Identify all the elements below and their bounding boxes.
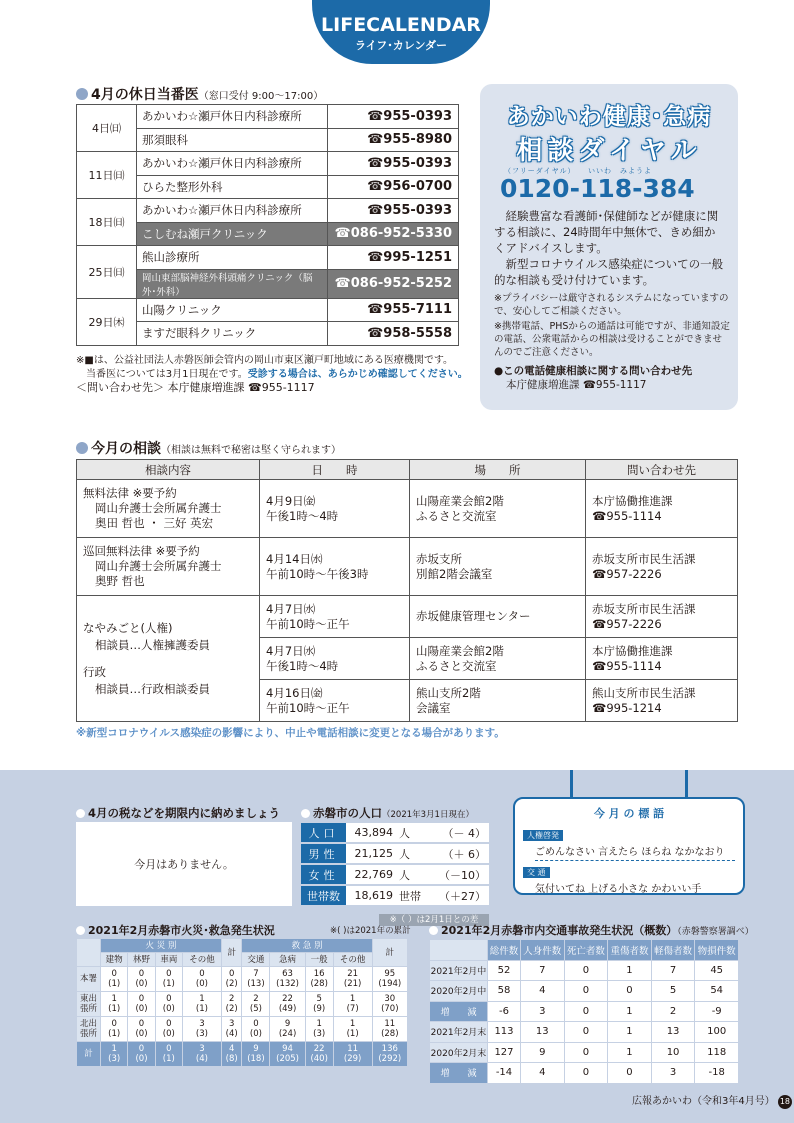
clinic-cell: こしむね瀬戸クリニック	[137, 222, 328, 246]
holiday-note-1: ※■は、公益社団法人赤磐医師会管内の岡山市東区瀬戸町地域にある医療機関です。	[76, 355, 454, 366]
clinic-cell: あかいわ☆瀬戸休日内科診療所	[137, 152, 328, 176]
fire-title: 2021年2月赤磐市火災･救急発生状況	[76, 922, 275, 938]
date-cell: 29日㈭	[77, 298, 137, 345]
clinic-cell: ひらた整形外科	[137, 175, 328, 199]
motto-text-2: 気付いてね 上げる小さな かわいい手	[535, 884, 702, 895]
table-row: 4月7日㈬ 午後1時〜4時 山陽産業会館2階 ふるさと交流室 本庁協働推進課 ☎955-1114	[77, 638, 738, 680]
bullet-icon	[76, 926, 85, 935]
consult-title: 今月の相談（相談は無料で秘密は堅く守られます）	[76, 438, 341, 458]
fire-table: 火 災 別 計 救 急 別 計 建物 林野 車両 その他 交通 急病 一般 その他 本署 0 (1) 0 (0) 0 (1) 0 (0) 0 (2) 7 (13) 63 (132) 16 (28) 21 (21) 95 (194) 東出張所 1 (1) 0 (0) 0 (0) 1 (1) 2 (2) 2 (5) 22 (49) 5 (9) 1 (7) 30 (70) 北出張所 0 (1) 0 (0) 0 (0) 3 (3) 3 (4) 0 (0) 9 (24) 1 (3) 1 (1) 11 (28) 計 1 (3) 0 (0) 0 (1) 3 (4) 4 (8) 9 (18) 94 (205) 22 (40) 11 (29) 136 (292)	[76, 938, 408, 1067]
table-row: なやみごと(人権) 相談員…人権擁護委員 行政 相談員…行政相談委員 4月7日㈬ 午前10時〜正午 赤坂健康管理センター 赤坂支所市民生活課 ☎957-2226	[77, 596, 738, 638]
tel-cell: ☎956-0700	[328, 175, 459, 199]
clinic-cell: 熊山診療所	[137, 246, 328, 270]
health-dial-box	[480, 84, 738, 410]
traffic-title: 2021年2月赤磐市内交通事故発生状況（概数）（赤磐警察署調べ）	[429, 922, 754, 938]
clinic-cell: あかいわ☆瀬戸休日内科診療所	[137, 199, 328, 223]
page-number: 18	[778, 1095, 792, 1109]
tel-cell: ☎958-5558	[328, 322, 459, 346]
date-cell: 18日㈰	[77, 199, 137, 246]
tel-cell: ☎995-1251	[328, 246, 459, 270]
dial-note-2: ※携帯電話、PHSからの通話は可能ですが、非通知設定の電話、公衆電話からの相談は受けることができませんのでご注意ください。	[494, 321, 730, 358]
bullet-icon	[76, 442, 88, 454]
dial-title-1: あかいわ健康･急病	[506, 104, 712, 130]
table-row: 2020年2月末 127 9 0 1 10 118	[430, 1042, 739, 1063]
dial-title-2: 相談ダイヤル	[516, 136, 702, 166]
population-note: ※（ ）は2月1日との差	[379, 914, 489, 926]
col-header: 問い合わせ先	[586, 460, 738, 480]
table-row: 2021年2月末 113 13 0 1 13 100	[430, 1022, 739, 1043]
table-row: 本署 0 (1) 0 (0) 0 (1) 0 (0) 0 (2) 7 (13) 63 (132) 16 (28) 21 (21) 95 (194)	[77, 967, 408, 992]
clinic-cell: ますだ眼科クリニック	[137, 322, 328, 346]
dial-number: 0120-118-384	[500, 174, 695, 203]
tax-panel	[76, 822, 292, 906]
dial-note-1: ※プライバシーは厳守されるシステムになっていますので、安心してご相談ください。	[494, 293, 729, 317]
clinic-cell: 山陽クリニック	[137, 298, 328, 322]
date-cell: 4日㈰	[77, 105, 137, 152]
bullet-icon	[76, 809, 85, 818]
holiday-note-2: 当番医については3月1日現在です。	[86, 368, 248, 380]
tel-cell: ☎086-952-5330	[328, 222, 459, 246]
footer	[632, 1092, 792, 1109]
table-row: 無料法律 ※要予約 岡山弁護士会所属弁護士 奥田 哲也 ・ 三好 英宏 4月9日㈮ 午後1時〜4時 山陽産業会館2階 ふるさと交流室 本庁協働推進課 ☎955-1114	[77, 480, 738, 538]
table-row: 2020年2月中 58 4 0 0 5 54	[430, 981, 739, 1002]
motto-title: 今 月 の 標 語	[593, 807, 665, 820]
table-row: 増 減 -14 4 0 0 3 -18	[430, 1063, 739, 1084]
table-row: 2021年2月中 52 7 0 1 7 45	[430, 960, 739, 981]
tel-cell: ☎955-0393	[328, 199, 459, 223]
clinic-cell: 岡山東部脳神経外科頭痛クリニック（脳外･外科）	[137, 269, 328, 298]
header-subtitle: ライフ･カレンダー	[354, 39, 448, 52]
clinic-cell: あかいわ☆瀬戸休日内科診療所	[137, 105, 328, 129]
tel-cell: ☎955-0393	[328, 152, 459, 176]
holiday-note	[76, 354, 476, 395]
dial-body-1: 経験豊富な看護師･保健師などが健康に関する相談に、24時間年中無休で、きめ細かくアドバイスします。	[494, 209, 719, 255]
dial-contact-title: ●この電話健康相談に関する問い合わせ先	[494, 365, 693, 377]
bullet-icon	[76, 88, 88, 100]
tax-body: 今月はありません。	[134, 858, 234, 871]
dial-ruby: （フリーダイヤル） いいわ みようよ	[504, 167, 653, 175]
date-cell: 25日㈰	[77, 246, 137, 299]
table-row: 巡回無料法律 ※要予約 岡山弁護士会所属弁護士 奥野 哲也 4月14日㈬ 午前10時〜午後3時 赤坂支所 別館2階会議室 赤坂支所市民生活課 ☎957-2226	[77, 538, 738, 596]
population-title: 赤磐市の人口（2021年3月1日現在）	[301, 805, 474, 821]
dial-contact: 本庁健康増進課 ☎955-1117	[506, 379, 647, 391]
dial-body	[494, 208, 726, 288]
traffic-table: 総件数 人身件数 死亡者数 重傷者数 軽傷者数 物損件数 2021年2月中 52 7 0 1 7 45 2020年2月中 58 4 0 0 5 54 増 減 -6 3 0 1 2 -9 2021年2月末 113 13 0 1 13 100 2020年2月末 127 9 0 1 10 118 増 減 -14 4 0 0 3 -18	[429, 939, 739, 1084]
tel-cell: ☎955-8980	[328, 128, 459, 152]
motto-label-2: 交 通	[523, 867, 550, 878]
tel-cell: ☎955-7111	[328, 298, 459, 322]
motto-label-1: 人権啓発	[523, 830, 563, 841]
col-header: 場 所	[410, 460, 586, 480]
motto-text-1: ごめんなさい 言えたら ほらね なかなおり	[535, 843, 735, 861]
table-row: 北出張所 0 (1) 0 (0) 0 (0) 3 (3) 3 (4) 0 (0) 9 (24) 1 (3) 1 (1) 11 (28)	[77, 1017, 408, 1042]
holiday-title: 4月の休日当番医（窓口受付 9:00〜17:00）	[76, 84, 323, 104]
holiday-note-warning: 受診する場合は、あらかじめ確認してください。	[247, 368, 468, 380]
date-cell: 11日㈰	[77, 152, 137, 199]
dial-body-2: 新型コロナウイルス感染症についての一般的な相談も受け付けています。	[494, 257, 724, 287]
tel-cell: ☎955-0393	[328, 105, 459, 129]
tel-cell: ☎086-952-5252	[328, 269, 459, 298]
header-tab	[312, 0, 490, 64]
col-header: 相談内容	[77, 460, 260, 480]
bullet-icon	[429, 926, 438, 935]
motto-box	[513, 797, 745, 895]
table-row: 4月16日㈮ 午前10時〜正午 熊山支所2階 会議室 熊山支所市民生活課 ☎995-1214	[77, 680, 738, 722]
consult-note: ※新型コロナウイルス感染症の影響により、中止や電話相談に変更となる場合があります。	[76, 727, 505, 739]
table-row: 東出張所 1 (1) 0 (0) 0 (0) 1 (1) 2 (2) 2 (5) 22 (49) 5 (9) 1 (7) 30 (70)	[77, 992, 408, 1017]
holiday-table	[76, 104, 459, 346]
consult-table	[76, 459, 738, 722]
holiday-contact: ＜問い合わせ先＞ 本庁健康増進課 ☎955-1117	[76, 381, 315, 394]
bullet-icon	[301, 809, 310, 818]
tax-title: 4月の税などを期限内に納めましょう	[76, 805, 280, 821]
header-title: LIFECALENDAR	[321, 14, 481, 36]
table-row: 計 1 (3) 0 (0) 0 (1) 3 (4) 4 (8) 9 (18) 94 (205) 22 (40) 11 (29) 136 (292)	[77, 1042, 408, 1067]
population-table: 人口 43,894 人 （－ 4） 男性 21,125 人 （＋ 6） 女性 22,769 人 （－10） 世帯数 18,619 世帯 （＋27）	[301, 821, 489, 907]
table-row: 増 減 -6 3 0 1 2 -9	[430, 1001, 739, 1022]
clinic-cell: 那須眼科	[137, 128, 328, 152]
fire-note: ※( )は2021年の累計	[330, 926, 411, 936]
footer-text: 広報あかいわ（令和3年4月号）	[632, 1096, 775, 1107]
col-header: 日 時	[260, 460, 410, 480]
